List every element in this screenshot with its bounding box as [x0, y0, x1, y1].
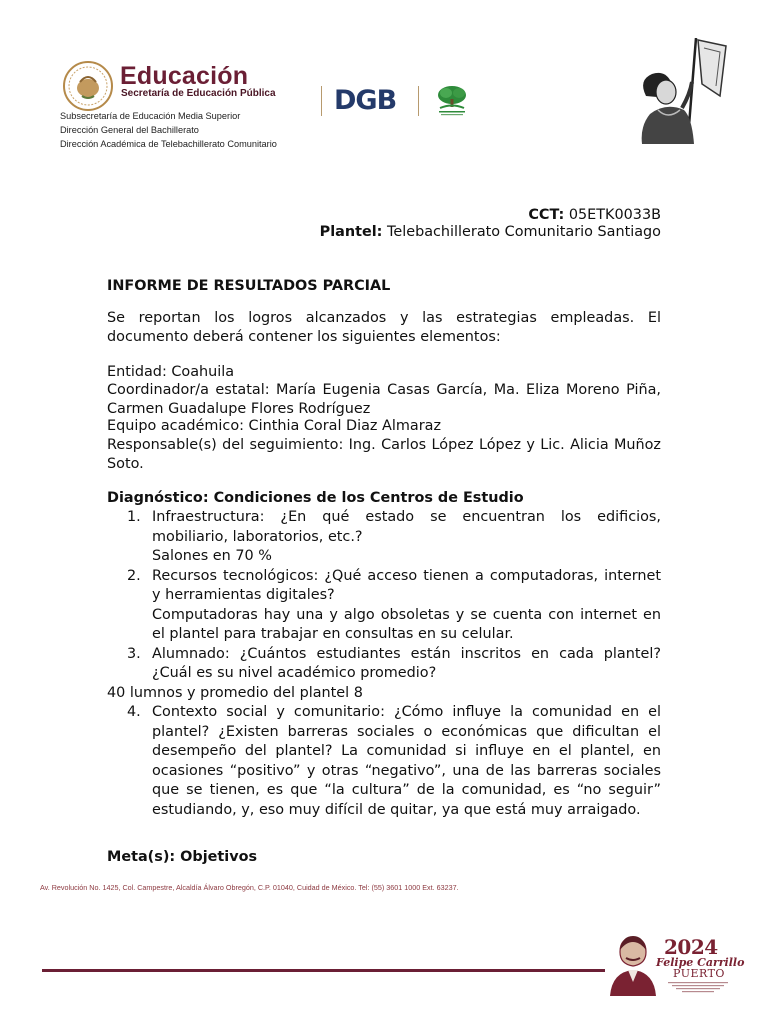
responsable-line: Responsable(s) del seguimiento: Ing. Carlos López López y Lic. Alicia Muñoz Soto. [107, 437, 661, 472]
answer-text: Computadoras hay una y algo obsoletas y se cuenta con internet en el plantel para trabajar en consultas en su celular. [152, 606, 661, 642]
felipe-carrillo-portrait-icon [606, 934, 658, 996]
coordinador-line: Coordinador/a estatal: María Eugenia Casas García, Ma. Eliza Moreno Piña, Carmen Guadalupe Flores Rodríguez [107, 382, 661, 417]
header-divider [321, 86, 322, 116]
question-text: Alumnado: ¿Cuántos estudiantes están inscritos en cada plantel? ¿Cuál es su nivel académico promedio? [152, 645, 661, 681]
list-item [107, 703, 661, 820]
list-number: 2. [127, 567, 141, 584]
list-number: 4. [127, 704, 141, 720]
header-divider [418, 86, 419, 116]
department-line: Dirección General del Bachillerato [60, 125, 199, 135]
seal-icon [62, 60, 114, 112]
cct-label: CCT: [528, 207, 565, 223]
cct-value: 05ETK0033B [568, 207, 661, 223]
equipo-line: Equipo académico: Cinthia Coral Diaz Almaraz [107, 418, 442, 434]
alumnado-answer [107, 684, 661, 704]
diagnostico-list [107, 508, 661, 820]
department-line: Dirección Académica de Telebachillerato Comunitario [60, 139, 277, 149]
plantel-label: Plantel: [319, 224, 383, 240]
list-number: 1. [127, 509, 141, 525]
education-title: Educación [120, 62, 249, 90]
list-number: 3. [127, 645, 141, 662]
report-title: INFORME DE RESULTADOS PARCIAL [107, 278, 391, 294]
list-item [107, 567, 661, 645]
tree-logo-icon [430, 84, 474, 118]
woman-with-flag-icon [632, 38, 728, 146]
diagnostico-heading: Diagnóstico: Condiciones de los Centros de Estudio [107, 490, 524, 506]
question-text: Recursos tecnológicos: ¿Qué acceso tienen a computadoras, internet y herramientas digitales? [152, 567, 661, 603]
plantel-value: Telebachillerato Comunitario Santiago [387, 224, 661, 240]
answer-text: 40 lumnos y promedio del plantel 8 [107, 684, 363, 701]
entidad-line: Entidad: Coahuila [107, 364, 235, 380]
footer-name: Felipe Carrillo [656, 956, 745, 969]
question-text: Infraestructura: ¿En qué estado se encuentran los edificios, mobiliario, laboratorios, etc.? [152, 509, 661, 545]
footer-divider [42, 969, 605, 972]
metas-heading: Meta(s): Objetivos [107, 849, 258, 865]
report-intro: Se reportan los logros alcanzados y las estrategias empleadas. El documento deberá contener los siguientes elementos: [107, 310, 661, 345]
footer-place: PUERTO [673, 967, 725, 980]
footer-fine-print-graphic [668, 981, 728, 993]
plantel-line [240, 223, 661, 242]
list-item [107, 508, 661, 567]
question-text: Contexto social y comunitario: ¿Cómo influye la comunidad en el plantel? ¿Existen barreras sociales o económicas que dificultan el desempeño del plantel? La comunidad si influye en el plantel, en ocasiones “positivo” y otras “negativo”, una de las barreras sociales que se tienen, es que “la cultura” de la comunidad, es “no seguir” estudiando, y, eso muy difícil de quitar, ya que está muy arraigado. [152, 704, 661, 818]
cct-line [300, 206, 661, 225]
footer-address: Av. Revolución No. 1425, Col. Campestre, Alcaldía Álvaro Obregón, C.P. 01040, Cuidad de México. Tel: (55) 3601 1000 Ext. 63237. [40, 883, 459, 892]
footer-year: 2024 [664, 935, 718, 959]
dgb-logo: DGB [334, 85, 397, 116]
answer-text: Salones en 70 % [152, 548, 272, 564]
list-item [107, 645, 661, 684]
education-subtitle: Secretaría de Educación Pública [121, 88, 276, 99]
department-line: Subsecretaría de Educación Media Superior [60, 111, 241, 121]
